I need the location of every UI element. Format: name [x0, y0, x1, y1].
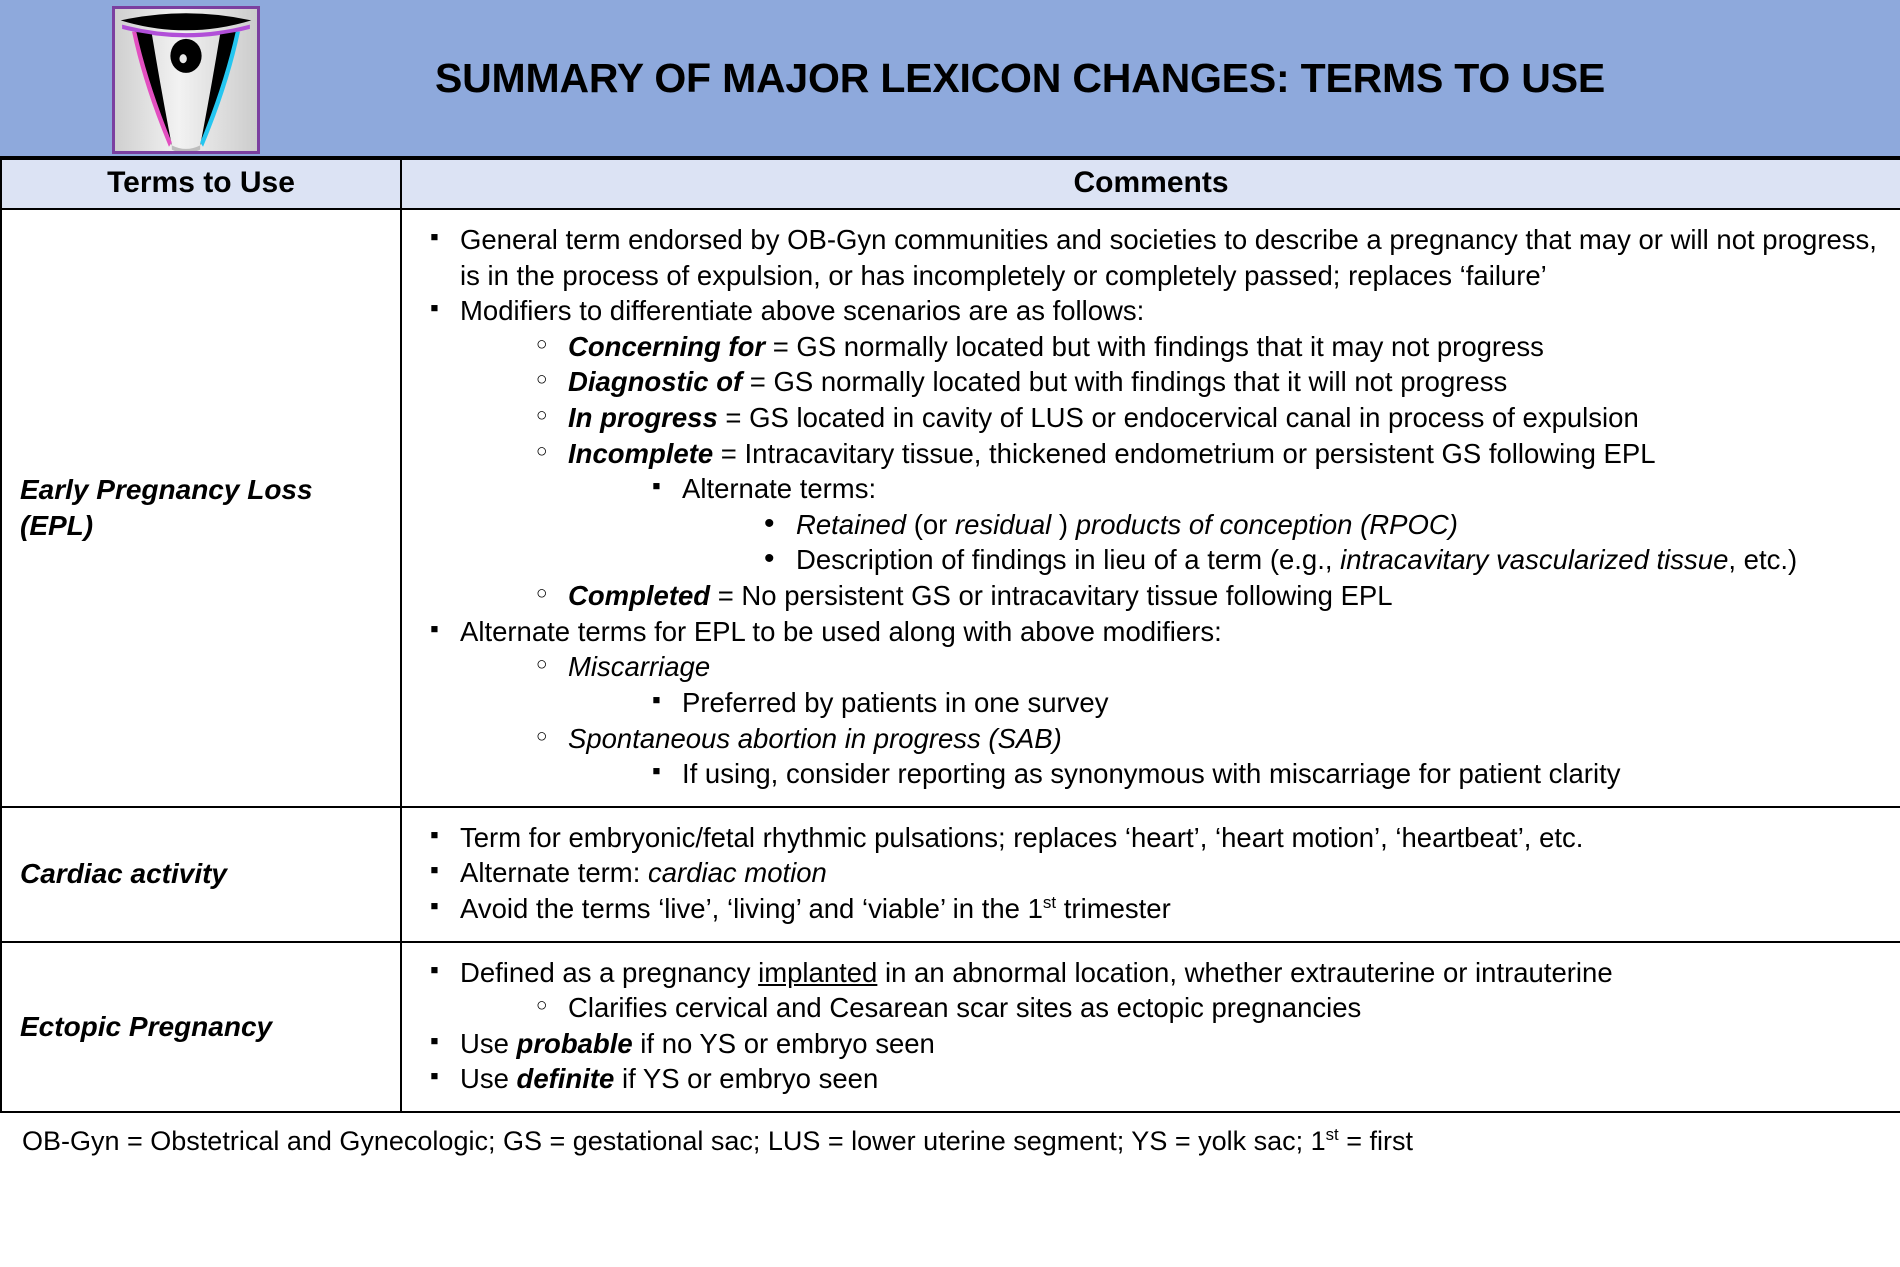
ordinal-suffix: st [1042, 892, 1057, 912]
modifier-description: = No persistent GS or intracavitary tissue following EPL [710, 580, 1393, 612]
modifier-term: In progress [568, 402, 718, 434]
bullet-list-level3 [568, 756, 1884, 792]
modifier-description: = GS normally located but with findings that it will not progress [742, 366, 1508, 398]
bullet-text: if no YS or embryo seen [632, 1027, 935, 1059]
underlined-implanted: implanted [758, 956, 878, 988]
bullet-text: Alternate terms for EPL to be used along with above modifiers: [460, 615, 1222, 647]
footnote-text: = first [1338, 1126, 1413, 1157]
list-item [420, 955, 1884, 1026]
alternate-term-cardiac-motion: cardiac motion [648, 857, 827, 889]
alt-term-retained: Retained [796, 508, 907, 540]
bullet-text: trimester [1056, 892, 1171, 924]
list-item [420, 891, 1884, 927]
list-item [420, 1026, 1884, 1062]
list-item [420, 614, 1884, 792]
lexicon-table [0, 160, 1900, 1113]
footnote-text: OB-Gyn = Obstetrical and Gynecologic; GS = gestational sac; LUS = lower uterine segment; YS = yolk sac; 1 [22, 1126, 1326, 1157]
bullet-text: Modifiers to differentiate above scenarios are as follows: [460, 295, 1145, 327]
column-header-comments: Comments [401, 160, 1900, 209]
ordinal-suffix: st [1325, 1125, 1339, 1145]
bullet-text: Avoid the terms ‘live’, ‘living’ and ‘viable’ in the 1 [460, 892, 1043, 924]
bullet-text: Term for embryonic/fetal rhythmic pulsations; replaces ‘heart’, ‘heart motion’, ‘heartbeat’, etc. [460, 821, 1584, 853]
table-row [1, 209, 1900, 807]
list-item [528, 578, 1884, 614]
list-item [528, 329, 1884, 365]
alt-term-text: (or [906, 508, 955, 540]
bullet-list-level4 [682, 507, 1884, 578]
alt-term-text: Description of findings in lieu of a term (e.g., [796, 544, 1341, 576]
list-item [642, 471, 1884, 578]
alt-term-rpoc: products of conception (RPOC) [1075, 508, 1458, 540]
list-item [528, 364, 1884, 400]
alt-term-residual: residual [954, 508, 1052, 540]
bullet-text: General term endorsed by OB-Gyn communities and societies to describe a pregnancy that may or will not progress, is in the process of expulsion, or has incompletely or completely passed; replaces ‘failure’ [460, 224, 1877, 291]
term-ectopic-pregnancy: Ectopic Pregnancy [1, 942, 401, 1112]
bullet-text: Preferred by patients in one survey [682, 686, 1109, 718]
ultrasound-uterus-logo-icon [112, 6, 260, 154]
bullet-list-level2 [460, 990, 1884, 1026]
list-item [642, 756, 1884, 792]
list-item [528, 436, 1884, 578]
list-item [420, 222, 1884, 293]
term-label-line1: Early Pregnancy Loss [20, 474, 313, 506]
list-item [420, 293, 1884, 613]
term-definite: definite [516, 1063, 615, 1095]
list-item [756, 507, 1884, 543]
list-item [420, 820, 1884, 856]
comments-early-pregnancy-loss [401, 209, 1900, 807]
list-item [420, 1061, 1884, 1097]
bullet-text: Defined as a pregnancy [460, 956, 759, 988]
modifier-term: Concerning for [568, 330, 766, 362]
comments-cardiac-activity [401, 807, 1900, 942]
bullet-text: Alternate term: [460, 857, 648, 889]
modifier-term: Diagnostic of [568, 366, 743, 398]
alt-term-text: , etc.) [1728, 544, 1798, 576]
bullet-text: in an abnormal location, whether extrauterine or intrauterine [877, 956, 1613, 988]
alt-term-vascularized-tissue: intracavitary vascularized tissue [1340, 544, 1729, 576]
bullet-text: Clarifies cervical and Cesarean scar sites as ectopic pregnancies [568, 992, 1362, 1024]
list-item [756, 542, 1884, 578]
column-header-terms: Terms to Use [1, 160, 401, 209]
alt-term-text: ) [1051, 508, 1076, 540]
bullet-list-level1 [420, 820, 1884, 927]
list-item [420, 855, 1884, 891]
bullet-list-level1 [420, 955, 1884, 1097]
title-band [0, 0, 1900, 160]
table-row [1, 942, 1900, 1112]
bullet-text: Use [460, 1027, 517, 1059]
list-item [528, 990, 1884, 1026]
modifier-description: = Intracavitary tissue, thickened endometrium or persistent GS following EPL [713, 437, 1656, 469]
page-title: SUMMARY OF MAJOR LEXICON CHANGES: TERMS TO USE [434, 54, 1605, 101]
term-label-line2: (EPL) [20, 509, 94, 541]
alternate-terms-label: Alternate terms: [682, 473, 877, 505]
term-cardiac-activity: Cardiac activity [1, 807, 401, 942]
term-probable: probable [516, 1027, 633, 1059]
modifier-description: = GS located in cavity of LUS or endocervical canal in process of expulsion [717, 402, 1639, 434]
modifier-term: Incomplete [568, 437, 714, 469]
list-item [528, 400, 1884, 436]
table-header-row [1, 160, 1900, 209]
bullet-list-level2-alternate-epl [460, 649, 1884, 791]
bullet-list-level3-alternate-terms [568, 471, 1884, 578]
bullet-text: if YS or embryo seen [614, 1063, 879, 1095]
list-item [642, 685, 1884, 721]
term-early-pregnancy-loss [1, 209, 401, 807]
modifier-term: Completed [568, 580, 711, 612]
list-item [528, 721, 1884, 792]
comments-ectopic-pregnancy [401, 942, 1900, 1112]
bullet-text: If using, consider reporting as synonymous with miscarriage for patient clarity [682, 758, 1621, 790]
abbreviations-footnote [0, 1113, 1900, 1157]
alt-epl-miscarriage: Miscarriage [568, 651, 711, 683]
table-row [1, 807, 1900, 942]
alt-epl-sab: Spontaneous abortion in progress (SAB) [568, 722, 1062, 754]
modifier-description: = GS normally located but with findings that it may not progress [765, 330, 1544, 362]
bullet-list-level3 [568, 685, 1884, 721]
bullet-list-level1 [420, 222, 1884, 792]
bullet-text: Use [460, 1063, 517, 1095]
list-item [528, 649, 1884, 720]
bullet-list-level2-modifiers [460, 329, 1884, 614]
